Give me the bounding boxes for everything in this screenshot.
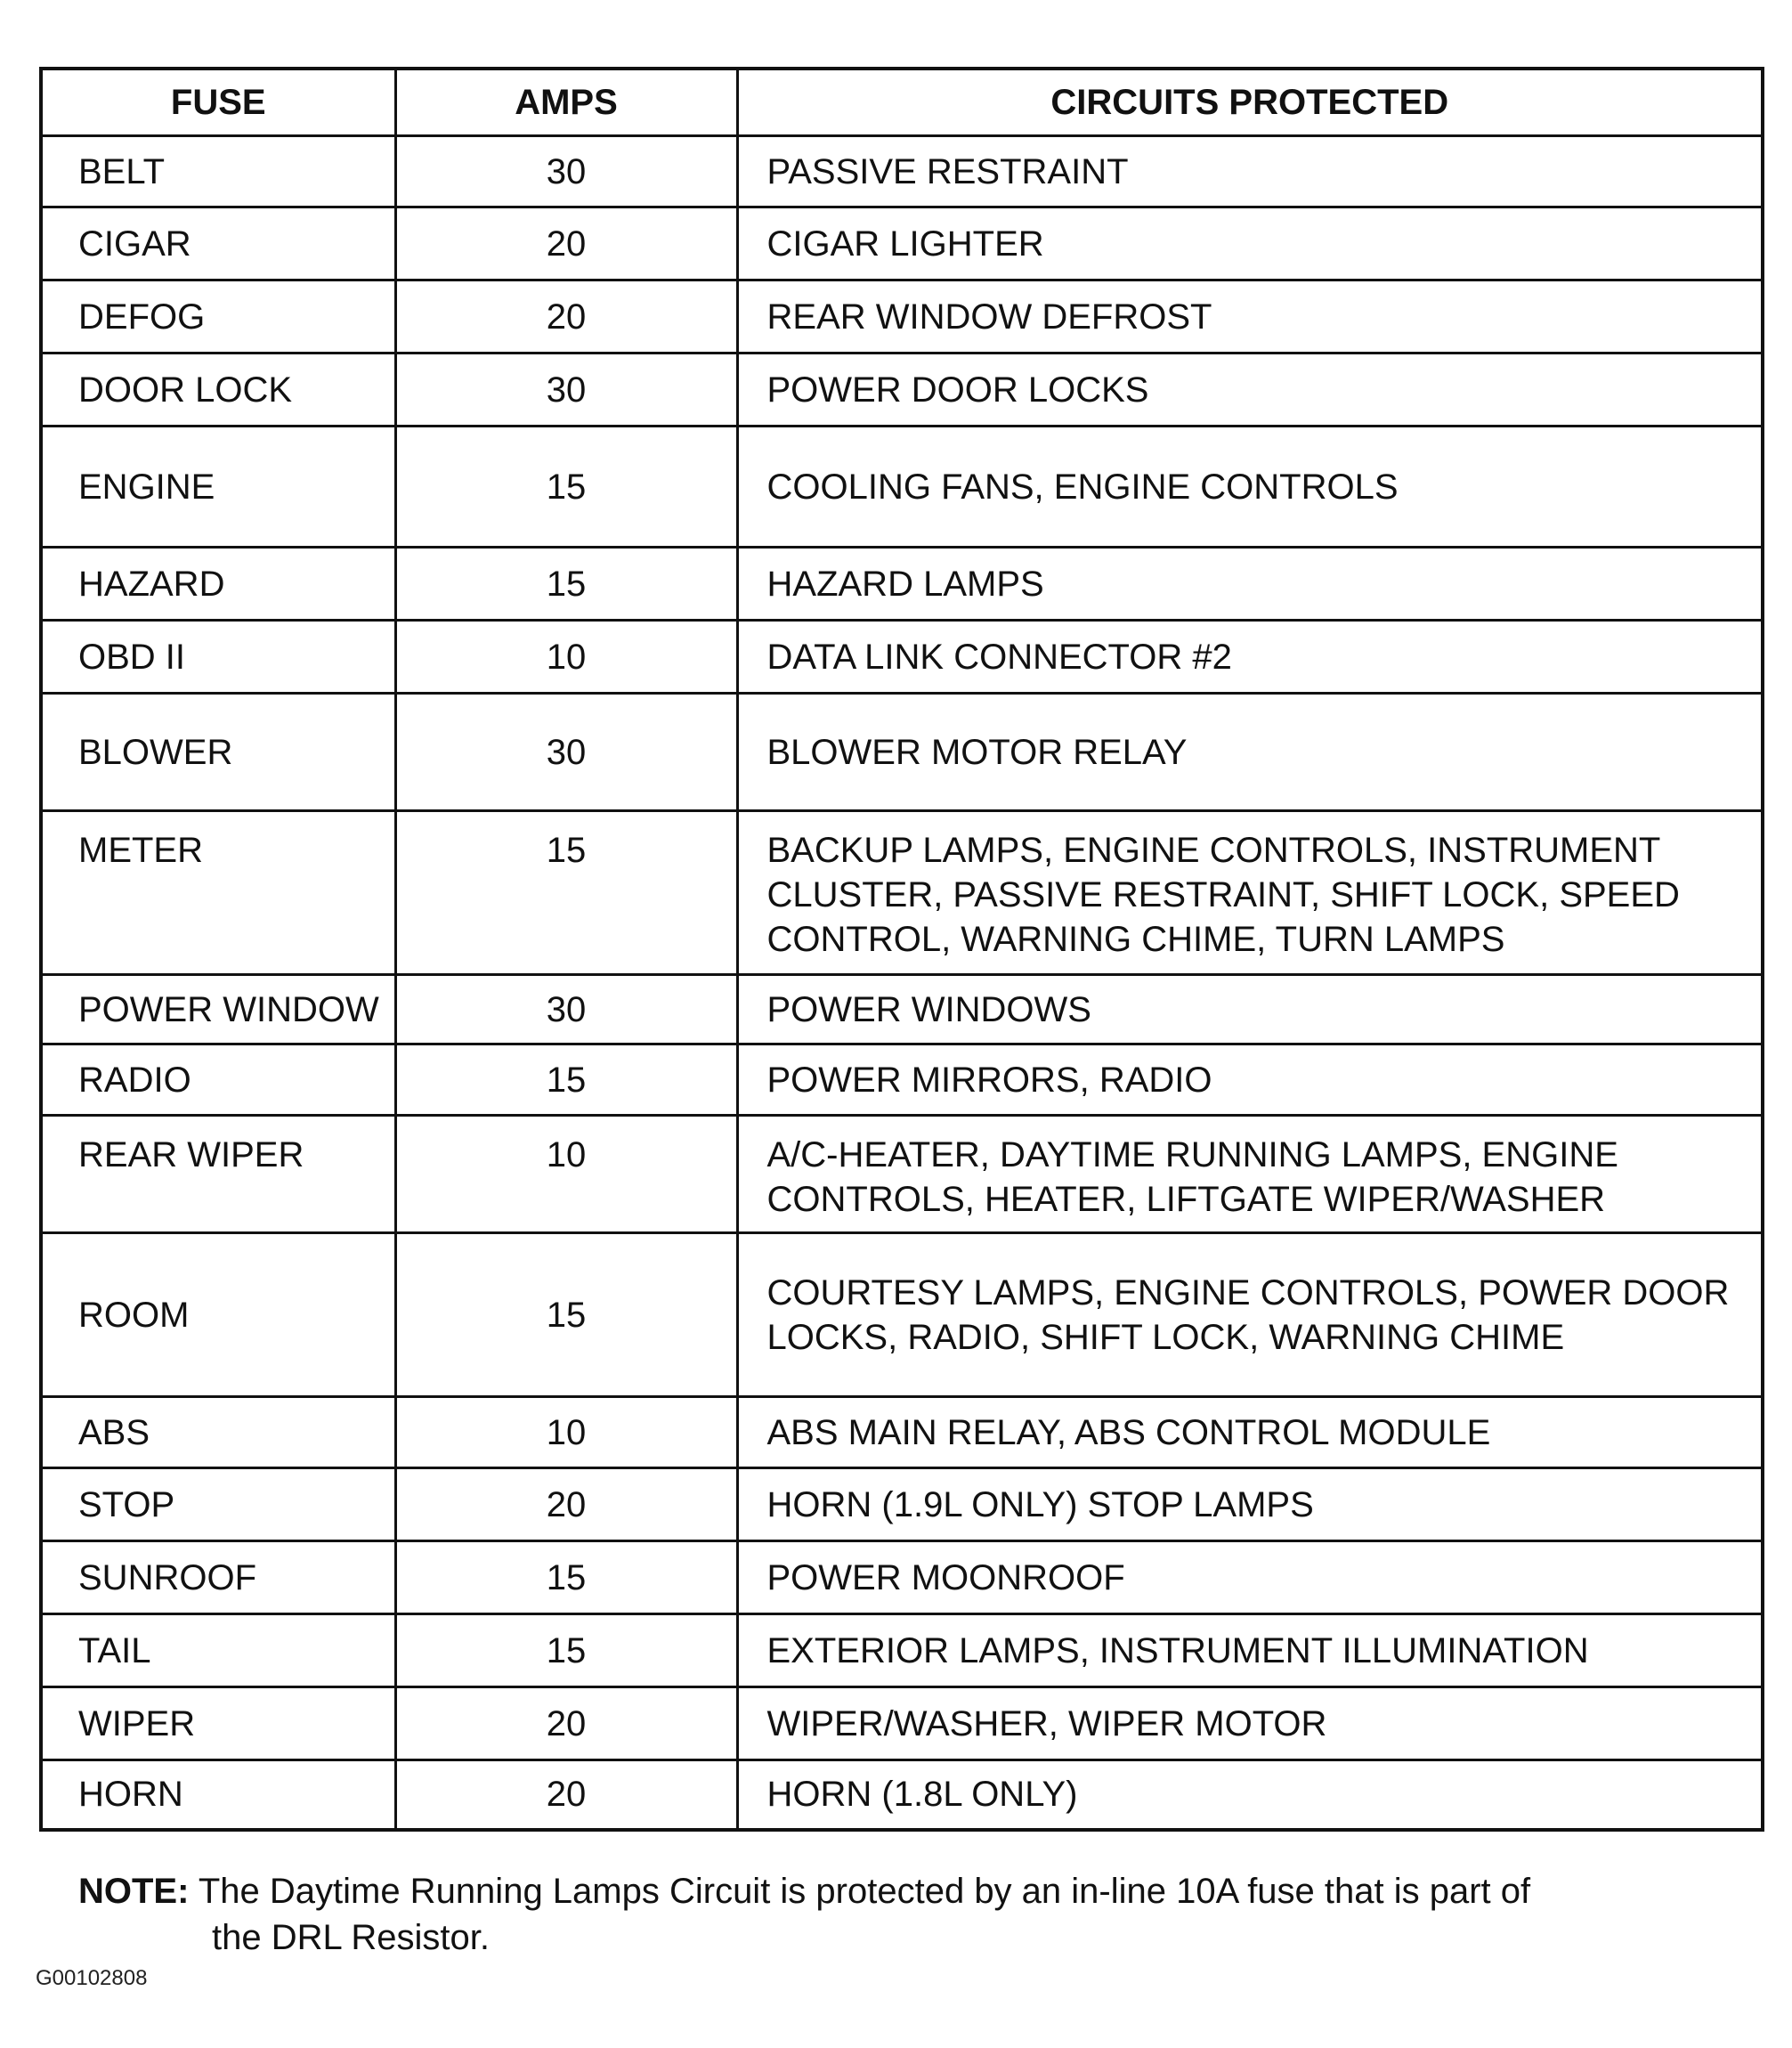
note-label: NOTE: <box>78 1872 190 1911</box>
fuse-circuits: COURTESY LAMPS, ENGINE CONTROLS, POWER DOOR LOCKS, RADIO, SHIFT LOCK, WARNING CHIME <box>737 1233 1763 1397</box>
fuse-amps: 15 <box>395 1044 737 1116</box>
fuse-circuits: CIGAR LIGHTER <box>737 207 1763 280</box>
table-row <box>41 1044 1763 1116</box>
fuse-circuits: EXTERIOR LAMPS, INSTRUMENT ILLUMINATION <box>737 1614 1763 1687</box>
table-row <box>41 280 1763 354</box>
header-fuse: FUSE <box>41 69 395 136</box>
fuse-name: BLOWER <box>41 694 395 811</box>
fuse-name: SUNROOF <box>41 1541 395 1614</box>
header-amps: AMPS <box>395 69 737 136</box>
fuse-name: DOOR LOCK <box>41 354 395 427</box>
table-row <box>41 1397 1763 1468</box>
fuse-amps: 15 <box>395 427 737 548</box>
fuse-name: BELT <box>41 136 395 207</box>
fuse-circuits: POWER DOOR LOCKS <box>737 354 1763 427</box>
note-text-line2: the DRL Resistor. <box>212 1918 490 1957</box>
fuse-amps: 10 <box>395 1397 737 1468</box>
fuse-circuits: HORN (1.9L ONLY) STOP LAMPS <box>737 1468 1763 1541</box>
table-header-row <box>41 69 1763 136</box>
fuse-circuits: BACKUP LAMPS, ENGINE CONTROLS, INSTRUMENT CLUSTER, PASSIVE RESTRAINT, SHIFT LOCK, SPEED CONTROL, WARNING CHIME, TURN LAMPS <box>737 811 1763 975</box>
fuse-circuits: POWER MOONROOF <box>737 1541 1763 1614</box>
fuse-name: DEFOG <box>41 280 395 354</box>
fuse-amps: 15 <box>395 548 737 621</box>
fuse-name: TAIL <box>41 1614 395 1687</box>
fuse-amps: 20 <box>395 207 737 280</box>
fuse-amps: 30 <box>395 694 737 811</box>
table-row <box>41 548 1763 621</box>
figure-id: G00102808 <box>36 1966 148 1990</box>
fuse-circuits: POWER MIRRORS, RADIO <box>737 1044 1763 1116</box>
fuse-name: ROOM <box>41 1233 395 1397</box>
fuse-circuits: HORN (1.8L ONLY) <box>737 1760 1763 1830</box>
fuse-amps: 30 <box>395 136 737 207</box>
fuse-amps: 20 <box>395 1760 737 1830</box>
fuse-amps: 10 <box>395 1116 737 1233</box>
table-row <box>41 1614 1763 1687</box>
table-row <box>41 975 1763 1044</box>
fuse-circuits: COOLING FANS, ENGINE CONTROLS <box>737 427 1763 548</box>
fuse-name: POWER WINDOW <box>41 975 395 1044</box>
table-row <box>41 427 1763 548</box>
fuse-name: ABS <box>41 1397 395 1468</box>
table-row <box>41 354 1763 427</box>
table-row <box>41 694 1763 811</box>
fuse-amps: 20 <box>395 280 737 354</box>
fuse-name: METER <box>41 811 395 975</box>
fuse-amps: 20 <box>395 1687 737 1760</box>
fuse-amps: 10 <box>395 621 737 694</box>
table-row <box>41 1760 1763 1830</box>
fuse-amps: 30 <box>395 975 737 1044</box>
fuse-circuits: REAR WINDOW DEFROST <box>737 280 1763 354</box>
fuse-name: OBD II <box>41 621 395 694</box>
fuse-circuits: HAZARD LAMPS <box>737 548 1763 621</box>
table-row <box>41 1541 1763 1614</box>
note-text-line1: The Daytime Running Lamps Circuit is protected by an in-line 10A fuse that is part of <box>189 1872 1531 1911</box>
table-row <box>41 1233 1763 1397</box>
fuse-name: HAZARD <box>41 548 395 621</box>
fuse-name: WIPER <box>41 1687 395 1760</box>
fuse-circuits: WIPER/WASHER, WIPER MOTOR <box>737 1687 1763 1760</box>
fuse-circuits: DATA LINK CONNECTOR #2 <box>737 621 1763 694</box>
table-row <box>41 1468 1763 1541</box>
fuse-name: CIGAR <box>41 207 395 280</box>
fuse-name: RADIO <box>41 1044 395 1116</box>
table-row <box>41 136 1763 207</box>
fuse-circuits: PASSIVE RESTRAINT <box>737 136 1763 207</box>
fuse-circuits: A/C-HEATER, DAYTIME RUNNING LAMPS, ENGINE CONTROLS, HEATER, LIFTGATE WIPER/WASHER <box>737 1116 1763 1233</box>
table-row <box>41 207 1763 280</box>
fuse-circuits: BLOWER MOTOR RELAY <box>737 694 1763 811</box>
fuse-circuits: ABS MAIN RELAY, ABS CONTROL MODULE <box>737 1397 1763 1468</box>
fuse-amps: 30 <box>395 354 737 427</box>
note <box>78 1868 1681 1961</box>
fuse-name: HORN <box>41 1760 395 1830</box>
table-row <box>41 811 1763 975</box>
table-row <box>41 621 1763 694</box>
fuse-amps: 15 <box>395 811 737 975</box>
fuse-name: REAR WIPER <box>41 1116 395 1233</box>
fuse-amps: 15 <box>395 1541 737 1614</box>
fuse-amps: 15 <box>395 1233 737 1397</box>
fuse-name: ENGINE <box>41 427 395 548</box>
fuse-name: STOP <box>41 1468 395 1541</box>
table-row <box>41 1116 1763 1233</box>
header-circuits-protected: CIRCUITS PROTECTED <box>737 69 1763 136</box>
fuse-circuits: POWER WINDOWS <box>737 975 1763 1044</box>
fuse-table <box>39 67 1764 1832</box>
fuse-amps: 20 <box>395 1468 737 1541</box>
fuse-amps: 15 <box>395 1614 737 1687</box>
table-row <box>41 1687 1763 1760</box>
